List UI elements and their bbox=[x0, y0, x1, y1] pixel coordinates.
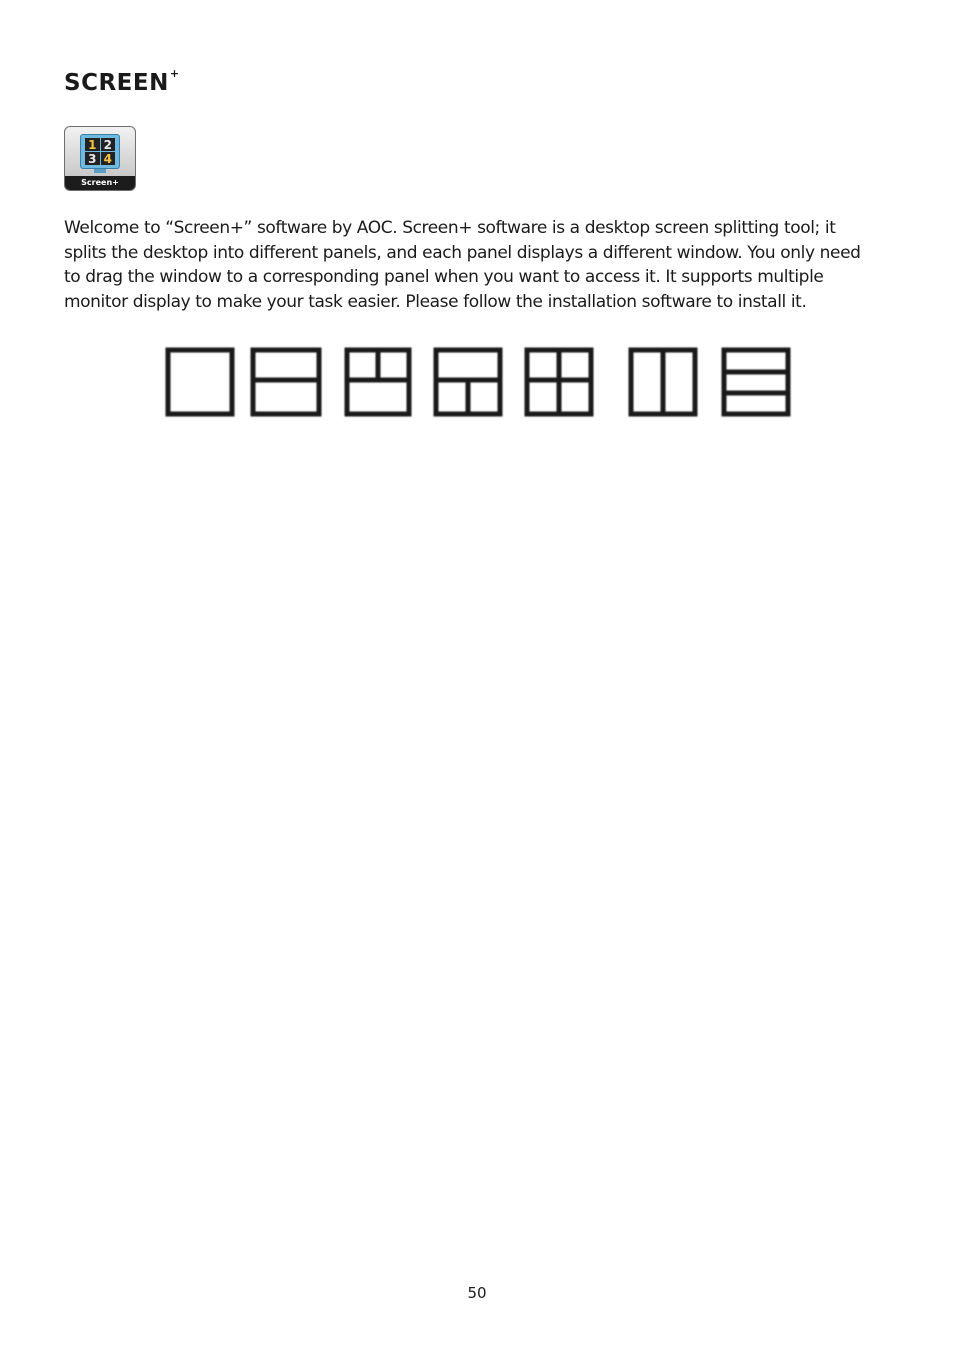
grid-cell-3: 3 bbox=[85, 152, 100, 165]
number-grid bbox=[85, 138, 115, 165]
intro-paragraph: Welcome to “Screen+” software by AOC. Screen+ software is a desktop screen splitting tool; it splits the desktop into different panels, and each panel displays a different window. You only need to drag the window to a corresponding panel when you want to access it. It supports multiple monitor display to make your task easier. Please follow the installation software to install it. bbox=[64, 218, 861, 312]
layout-three-rows-icon bbox=[724, 350, 788, 414]
layout-top-two-bottom-one-icon bbox=[347, 350, 409, 414]
grid-cell-4: 4 bbox=[101, 152, 116, 165]
heading-title: SCREEN bbox=[64, 70, 169, 96]
layout-full-icon bbox=[168, 350, 232, 414]
layout-icons-svg bbox=[160, 342, 800, 422]
page-heading bbox=[64, 67, 180, 96]
page-number: 50 bbox=[467, 1284, 487, 1302]
heading-superscript: + bbox=[169, 67, 180, 81]
monitor-icon bbox=[80, 134, 120, 169]
grid-cell-1: 1 bbox=[85, 138, 100, 151]
layout-horizontal-split-icon bbox=[253, 350, 319, 414]
layout-icons-row bbox=[160, 342, 800, 422]
layout-vertical-split-icon bbox=[631, 350, 695, 414]
layout-top-one-bottom-two-icon bbox=[436, 350, 500, 414]
screen-plus-app-icon bbox=[64, 126, 136, 191]
layout-quad-icon bbox=[527, 350, 591, 414]
grid-cell-2: 2 bbox=[101, 138, 116, 151]
monitor-stand bbox=[94, 169, 106, 173]
app-icon-label: Screen+ bbox=[65, 176, 135, 190]
